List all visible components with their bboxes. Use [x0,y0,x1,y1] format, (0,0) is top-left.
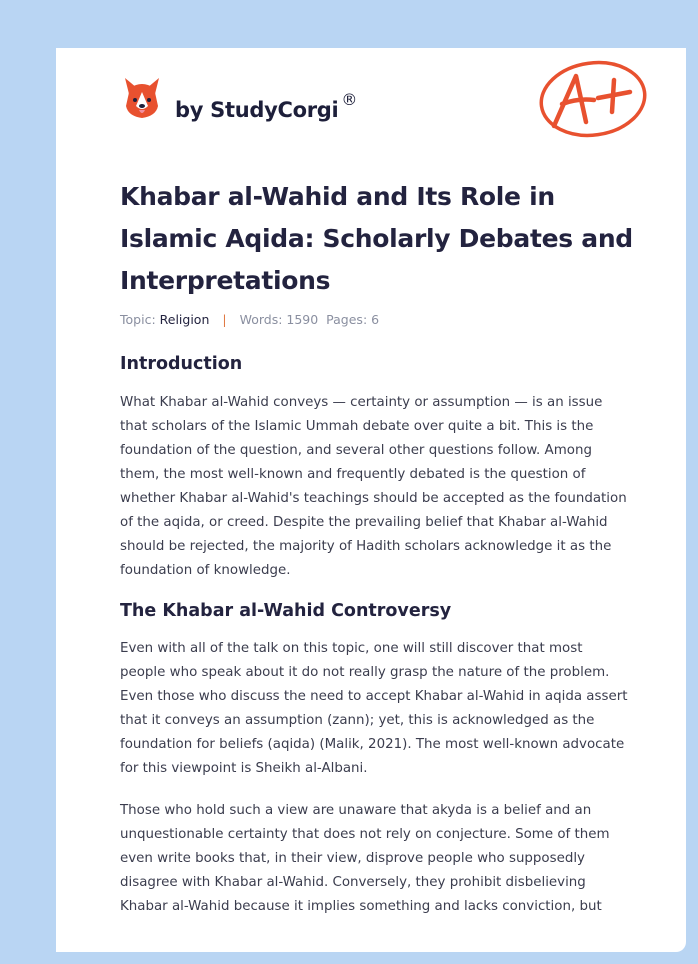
page-count: Pages: 6 [326,312,380,327]
brand-name: by StudyCorgi ® [175,90,358,122]
section-heading-introduction: Introduction [120,354,243,374]
a-plus-grade-icon [538,58,648,140]
topic-label: Topic: [120,312,156,327]
word-count: Words: 1590 [239,312,319,327]
document-page [56,48,686,952]
paragraph: What Khabar al-Wahid conveys — certainty or assumption — is an issue that scholars of the Islamic Ummah debate over quite a bit. This is the foundation of the question, and several other questions follow. Among them, the most well-known and frequently debated is the question of whether Khabar al-Wahid's teachings should be accepted as the foundation of the aqida, or creed. Despite the prevailing belief that Khabar al-Wahid should be rejected, the majority of Hadith scholars acknowledge it as the foundation of knowledge. [120,395,627,578]
document-meta [120,312,379,327]
topic-value[interactable]: Religion [159,312,210,327]
meta-separator: | [222,312,227,327]
paragraph: Even with all of the talk on this topic, one will still discover that most people who speak about it do not really grasp the nature of the problem. Even those who discuss the need to accept Khabar al-Wahid in aqida assert that it conveys an assumption (zann); yet, this is acknowledged as the foundation for beliefs (aqida) (Malik, 2021). The most well-known advocate for this viewpoint is Sheikh al-Albani. [120,641,628,776]
section-heading-controversy: The Khabar al-Wahid Controversy [120,601,452,621]
paragraph: Those who hold such a view are unaware that akyda is a belief and an unquestionable certainty that does not rely on conjecture. Some of them even write books that, in their view, disprove people who supposedly disagree with Khabar al-Wahid. Conversely, they prohibit disbelieving Khabar al-Wahid because it implies something and lacks conviction, but [120,803,610,914]
corgi-logo-icon [122,76,162,120]
document-title: Khabar al-Wahid and Its Role in Islamic Aqida: Scholarly Debates and Interpretations [120,182,633,295]
